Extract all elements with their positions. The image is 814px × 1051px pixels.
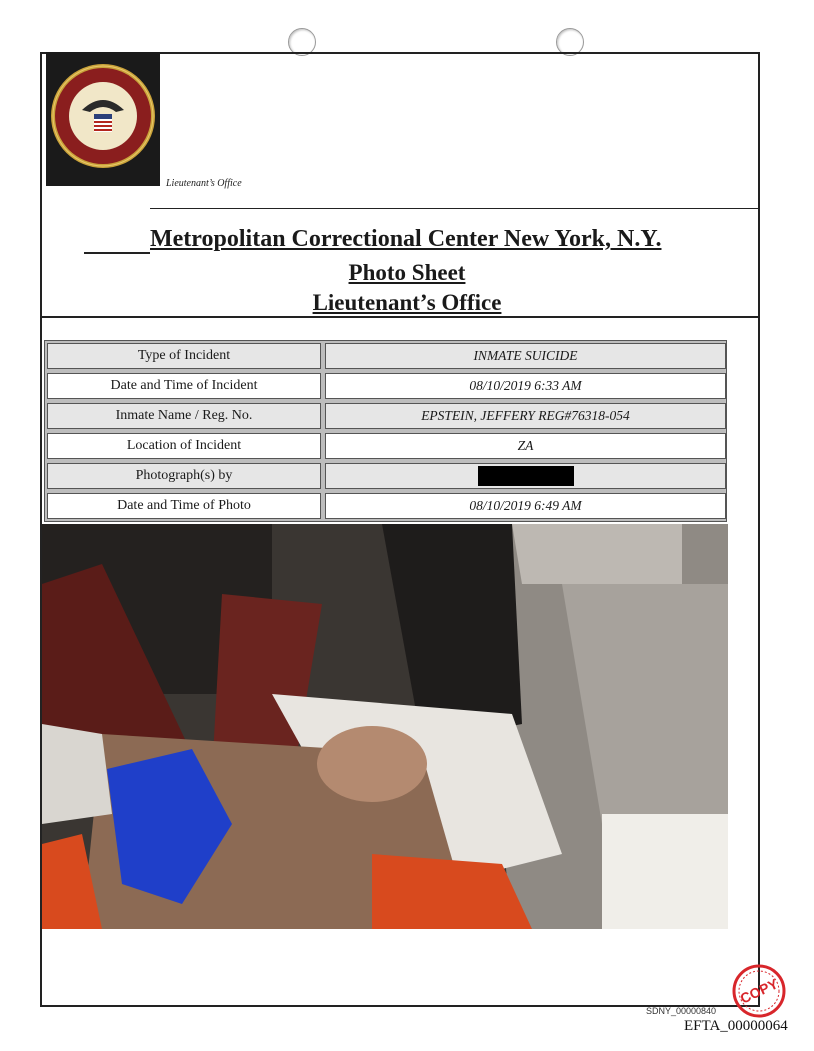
row-value: ZA xyxy=(325,433,726,459)
photo-image xyxy=(42,524,728,929)
table-row xyxy=(47,373,726,399)
copy-stamp-icon xyxy=(730,962,788,1020)
doj-seal-logo xyxy=(46,52,160,186)
title-photo-sheet: Photo Sheet xyxy=(348,260,466,285)
incident-info-table xyxy=(44,340,727,522)
seal-icon xyxy=(46,52,160,186)
header-divider xyxy=(150,208,760,209)
table-row xyxy=(47,433,726,459)
row-value: 08/10/2019 6:49 AM xyxy=(325,493,726,519)
stamp-text: COPY xyxy=(737,975,781,1007)
row-label: Photograph(s) by xyxy=(47,463,321,489)
redaction-bar xyxy=(478,466,574,486)
row-value: 08/10/2019 6:33 AM xyxy=(325,373,726,399)
sub-office-label: Lieutenant’s Office xyxy=(166,178,242,189)
table-row xyxy=(47,403,726,429)
title-facility: Metropolitan Correctional Center New York, N.Y. xyxy=(150,226,662,252)
row-label: Location of Incident xyxy=(47,433,321,459)
row-value-redacted xyxy=(325,463,726,489)
bates-number-small: SDNY_00000840 xyxy=(646,1006,717,1016)
table-row xyxy=(47,493,726,519)
row-label: Type of Incident xyxy=(47,343,321,369)
row-label: Inmate Name / Reg. No. xyxy=(47,403,321,429)
table-row xyxy=(47,343,726,369)
row-label: Date and Time of Photo xyxy=(47,493,321,519)
row-value: INMATE SUICIDE xyxy=(325,343,726,369)
row-value: EPSTEIN, JEFFERY REG#76318-054 xyxy=(325,403,726,429)
table-row xyxy=(47,463,726,489)
bates-number-large: EFTA_00000064 xyxy=(684,1018,788,1034)
copy-stamp xyxy=(730,962,788,1020)
row-label: Date and Time of Incident xyxy=(47,373,321,399)
title-office: Lieutenant’s Office xyxy=(312,290,502,315)
title-leader-line xyxy=(84,252,150,254)
incident-photo xyxy=(42,524,728,929)
